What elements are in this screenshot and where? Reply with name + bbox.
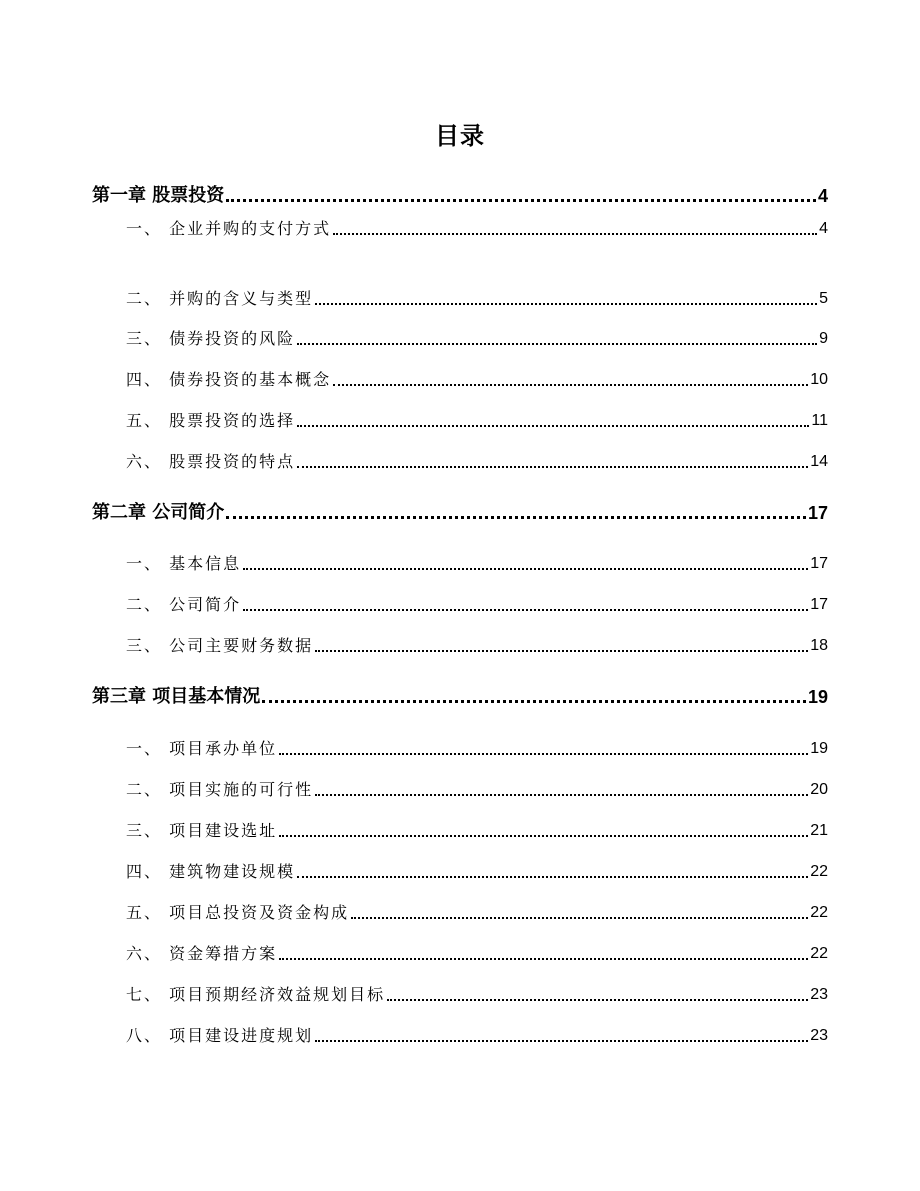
toc-section-3-3[interactable] [92, 818, 828, 844]
toc-section-3-4[interactable] [92, 859, 828, 885]
dot-leader [279, 835, 808, 837]
toc-entry-page: 19 [807, 687, 828, 707]
toc-entry-label: 第二章 公司简介 [92, 502, 225, 523]
toc-entry-page: 23 [810, 1027, 828, 1044]
toc-entry-label: 第一章 股票投资 [92, 185, 225, 206]
toc-section-1-2[interactable] [92, 286, 828, 312]
dot-leader [226, 199, 816, 202]
toc-entry-page: 22 [810, 945, 828, 962]
toc-section-2-3[interactable] [92, 633, 828, 659]
toc-entry-label: 一、 项目承办单位 [126, 739, 278, 758]
toc-entry-label: 一、 企业并购的支付方式 [126, 219, 332, 238]
toc-chapter-3[interactable] [92, 684, 828, 710]
dot-leader [315, 1040, 808, 1042]
toc-entry-page: 4 [819, 220, 828, 237]
dot-leader [351, 917, 808, 919]
toc-entry-page: 18 [810, 637, 828, 654]
dot-leader [226, 516, 806, 519]
dot-leader [297, 425, 809, 427]
toc-entry-page: 20 [810, 781, 828, 798]
toc-section-2-2[interactable] [92, 592, 828, 618]
toc-entry-label: 四、 建筑物建设规模 [126, 862, 296, 881]
toc-entry-label: 五、 股票投资的选择 [126, 411, 296, 430]
toc-section-3-2[interactable] [92, 777, 828, 803]
dot-leader [297, 343, 817, 345]
dot-leader [243, 609, 808, 611]
dot-leader [315, 794, 808, 796]
toc-entry-page: 10 [810, 371, 828, 388]
dot-leader [279, 958, 808, 960]
toc-entry-label: 三、 项目建设选址 [126, 821, 278, 840]
toc-entry-label: 二、 项目实施的可行性 [126, 780, 314, 799]
toc-section-3-6[interactable] [92, 941, 828, 967]
toc-entry-page: 14 [810, 453, 828, 470]
dot-leader [297, 466, 808, 468]
toc-entry-page: 17 [810, 596, 828, 613]
toc-entry-label: 四、 债券投资的基本概念 [126, 370, 332, 389]
toc-entry-label: 六、 股票投资的特点 [126, 452, 296, 471]
toc-entry-page: 23 [810, 986, 828, 1003]
toc-section-3-7[interactable] [92, 982, 828, 1008]
toc-entry-page: 11 [811, 412, 828, 429]
dot-leader [387, 999, 808, 1001]
toc-entry-label: 二、 并购的含义与类型 [126, 289, 314, 308]
toc-section-3-1[interactable] [92, 736, 828, 762]
toc-entry-page: 22 [810, 904, 828, 921]
dot-leader [315, 650, 808, 652]
toc-entry-page: 5 [819, 290, 828, 307]
dot-leader [333, 384, 808, 386]
toc-chapter-2[interactable] [92, 500, 828, 526]
toc-entry-label: 三、 债券投资的风险 [126, 329, 296, 348]
toc-entry-page: 21 [810, 822, 828, 839]
toc-entry-label: 六、 资金筹措方案 [126, 944, 278, 963]
toc-section-1-4[interactable] [92, 367, 828, 393]
toc-title: 目录 [435, 122, 485, 150]
toc-section-3-8[interactable] [92, 1023, 828, 1049]
dot-leader [333, 233, 817, 235]
toc-entry-label: 一、 基本信息 [126, 554, 242, 573]
dot-leader [297, 876, 808, 878]
dot-leader [279, 753, 808, 755]
toc-chapter-1[interactable] [92, 183, 828, 209]
dot-leader [243, 568, 808, 570]
toc-section-2-1[interactable] [92, 551, 828, 577]
toc-entry-page: 9 [819, 330, 828, 347]
toc-entry-label: 八、 项目建设进度规划 [126, 1026, 314, 1045]
toc-entry-label: 三、 公司主要财务数据 [126, 636, 314, 655]
toc-section-1-6[interactable] [92, 449, 828, 475]
dot-leader [315, 303, 817, 305]
toc-entry-label: 七、 项目预期经济效益规划目标 [126, 985, 386, 1004]
toc-entry-page: 17 [807, 503, 828, 523]
toc-entry-page: 17 [810, 555, 828, 572]
toc-section-3-5[interactable] [92, 900, 828, 926]
toc-section-1-5[interactable] [92, 408, 828, 434]
toc-entry-page: 22 [810, 863, 828, 880]
toc-entry-page: 19 [810, 740, 828, 757]
toc-section-1-3[interactable] [92, 326, 828, 352]
dot-leader [262, 700, 806, 703]
toc-entry-label: 第三章 项目基本情况 [92, 686, 261, 707]
toc-entry-label: 五、 项目总投资及资金构成 [126, 903, 350, 922]
toc-section-1-1[interactable] [92, 216, 828, 242]
toc-entry-label: 二、 公司简介 [126, 595, 242, 614]
toc-entry-page: 4 [817, 186, 828, 206]
